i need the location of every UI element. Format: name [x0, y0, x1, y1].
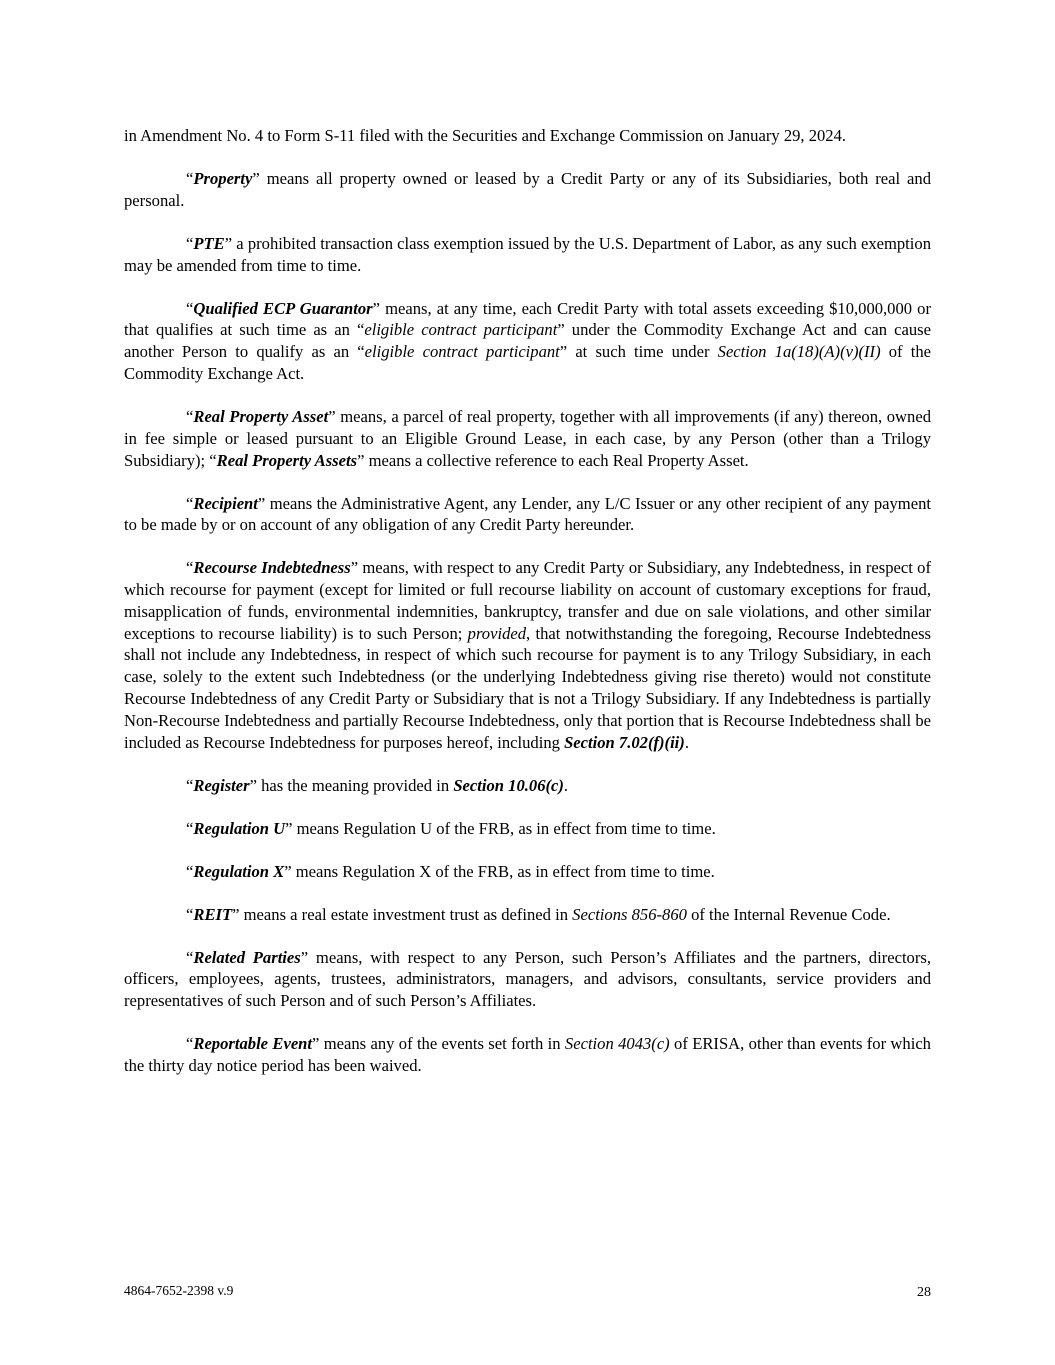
definition-text: means all property owned or leased by a Credit Party or any of its Subsidiaries, both real and personal. — [124, 168, 931, 210]
defined-term: Reportable Event — [193, 1034, 313, 1054]
close-quote: ” — [284, 861, 292, 881]
definition-text: means, a parcel of real property, together with all improvements (if any) thereon, owned in fee simple or leased pursuant to an Eligible Ground Lease, in each case, by any Person (other than a Trilogy Subsidiary); “ — [124, 406, 931, 470]
defined-term: Real Property Assets — [216, 450, 358, 470]
definition-register — [124, 775, 931, 797]
definition-text: means a real estate investment trust as defined in — [239, 904, 573, 924]
section-reference: Section 7.02(f)(ii) — [564, 732, 685, 752]
open-quote: “ — [186, 1034, 194, 1054]
definition-property — [124, 168, 931, 212]
definition-pte — [124, 233, 931, 277]
definition-text: , that notwithstanding the foregoing, Recourse Indebtedness shall not include any Indebtedness, in respect of which such recourse for payment is to any Trilogy Subsidiary, in each case, solely to the extent such Indebtedness (or the underlying Indebtedness giving rise thereto) would not constitute Recourse Indebtedness of any Credit Party or Subsidiary that is not a Trilogy Subsidiary. If any Indebtedness is partially Non-Recourse Indebtedness and partially Recourse Indebtedness, only that portion that is Recourse Indebtedness shall be included as Recourse Indebtedness for purposes hereof, including — [124, 623, 931, 752]
section-reference: Section 1a(18)(A)(v)(II) — [717, 342, 881, 362]
open-quote: “ — [186, 558, 194, 578]
open-quote: “ — [186, 818, 194, 838]
italic-text: eligible contract participant — [364, 342, 560, 362]
close-quote: ” — [232, 904, 240, 924]
definition-text: means the Administrative Agent, any Lender, any L/C Issuer or any other recipient of any payment to be made by or on account of any obligation of any Credit Party hereunder. — [124, 493, 931, 535]
definition-text: ” means a collective reference to each Real Property Asset. — [357, 450, 749, 470]
section-reference: Sections 856-860 — [572, 904, 687, 924]
defined-term: Recourse Indebtedness — [193, 558, 351, 578]
definition-text: means, at any time, each Credit Party with total assets exceeding $10,000,000 or that qualifies at such time as an “ — [124, 298, 931, 340]
close-quote: ” — [350, 558, 359, 578]
defined-term: REIT — [193, 904, 233, 924]
footer-document-id: 4864-7652-2398 v.9 — [124, 1283, 234, 1298]
definition-text: of the Internal Revenue Code. — [686, 904, 891, 924]
defined-term: PTE — [193, 233, 225, 253]
italic-text: eligible contract participant — [364, 320, 558, 340]
definition-text: means Regulation X of the FRB, as in effect from time to time. — [291, 861, 715, 881]
open-quote: “ — [186, 406, 194, 426]
definition-real-property-asset — [124, 406, 931, 471]
defined-term: Register — [193, 775, 250, 795]
definition-text: . — [563, 775, 569, 795]
close-quote: ” — [328, 406, 336, 426]
definition-text: of ERISA, other than events for which the thirty day notice period has been waived. — [124, 1034, 931, 1075]
definition-text: means Regulation U of the FRB, as in effect from time to time. — [292, 818, 716, 838]
defined-term: Regulation U — [193, 818, 286, 838]
definition-reportable-event — [124, 1033, 931, 1077]
definition-related-parties — [124, 947, 931, 1012]
open-quote: “ — [186, 233, 194, 253]
definition-regulation-u — [124, 818, 931, 840]
defined-term: Qualified ECP Guarantor — [193, 298, 373, 318]
open-quote: “ — [186, 298, 194, 318]
footer-page-number: 28 — [917, 1285, 931, 1300]
definition-recourse-indebtedness — [124, 557, 931, 753]
definition-text: of the Commodity Exchange Act. — [124, 342, 932, 383]
definition-text: means, with respect to any Credit Party or Subsidiary, any Indebtedness, in respect of which recourse for payment (except for limited or full recourse liability on account of customary exceptions for fraud, misapplication of funds, environmental indemnities, bankruptcy, transfer and due on sale violations, and other similar exceptions to recourse liability) is to such Person; — [124, 558, 932, 643]
defined-term: Real Property Asset — [193, 406, 329, 426]
open-quote: “ — [186, 493, 194, 513]
definition-text: a prohibited transaction class exemption issued by the U.S. Department of Labor, as any such exemption may be amended from time to time. — [124, 233, 931, 275]
definition-text: has the meaning provided in — [256, 775, 454, 795]
definition-text: means any of the events set forth in — [319, 1034, 565, 1054]
italic-text: provided — [467, 623, 527, 643]
close-quote: ” — [285, 818, 293, 838]
close-quote: ” — [249, 775, 257, 795]
open-quote: “ — [186, 904, 194, 924]
close-quote: ” — [312, 1034, 320, 1054]
definition-text: ” at such time under — [559, 342, 718, 362]
close-quote: ” — [252, 168, 260, 188]
defined-term: Property — [193, 168, 253, 188]
defined-term: Recipient — [193, 493, 258, 513]
section-reference: Section 10.06(c) — [453, 775, 564, 795]
definition-reit — [124, 904, 931, 926]
open-quote: “ — [186, 861, 194, 881]
paragraph-text: in Amendment No. 4 to Form S-11 filed with the Securities and Exchange Commission on January 29, 2024. — [124, 126, 847, 145]
defined-term: Related Parties — [193, 947, 301, 967]
open-quote: “ — [186, 775, 194, 795]
section-reference: Section 4043(c) — [564, 1034, 670, 1054]
close-quote: ” — [300, 947, 309, 967]
close-quote: ” — [257, 493, 266, 513]
definition-text: means, with respect to any Person, such Person’s Affiliates and the partners, directors, officers, employees, agents, trustees, administrators, managers, and advisors, consultants, service providers and representatives of such Person and of such Person’s Affiliates. — [124, 947, 931, 1011]
defined-term: Regulation X — [193, 861, 285, 881]
close-quote: ” — [372, 298, 380, 318]
definition-recipient — [124, 493, 931, 537]
paragraph-continuation — [124, 125, 931, 147]
open-quote: “ — [186, 947, 194, 967]
close-quote: ” — [224, 233, 233, 253]
definition-text: . — [684, 732, 689, 752]
open-quote: “ — [186, 168, 194, 188]
definition-regulation-x — [124, 861, 931, 883]
definition-qualified-ecp-guarantor — [124, 298, 931, 385]
definition-text: ” under the Commodity Exchange Act and can cause another Person to qualify as an “ — [124, 320, 932, 362]
document-body — [124, 125, 931, 1098]
